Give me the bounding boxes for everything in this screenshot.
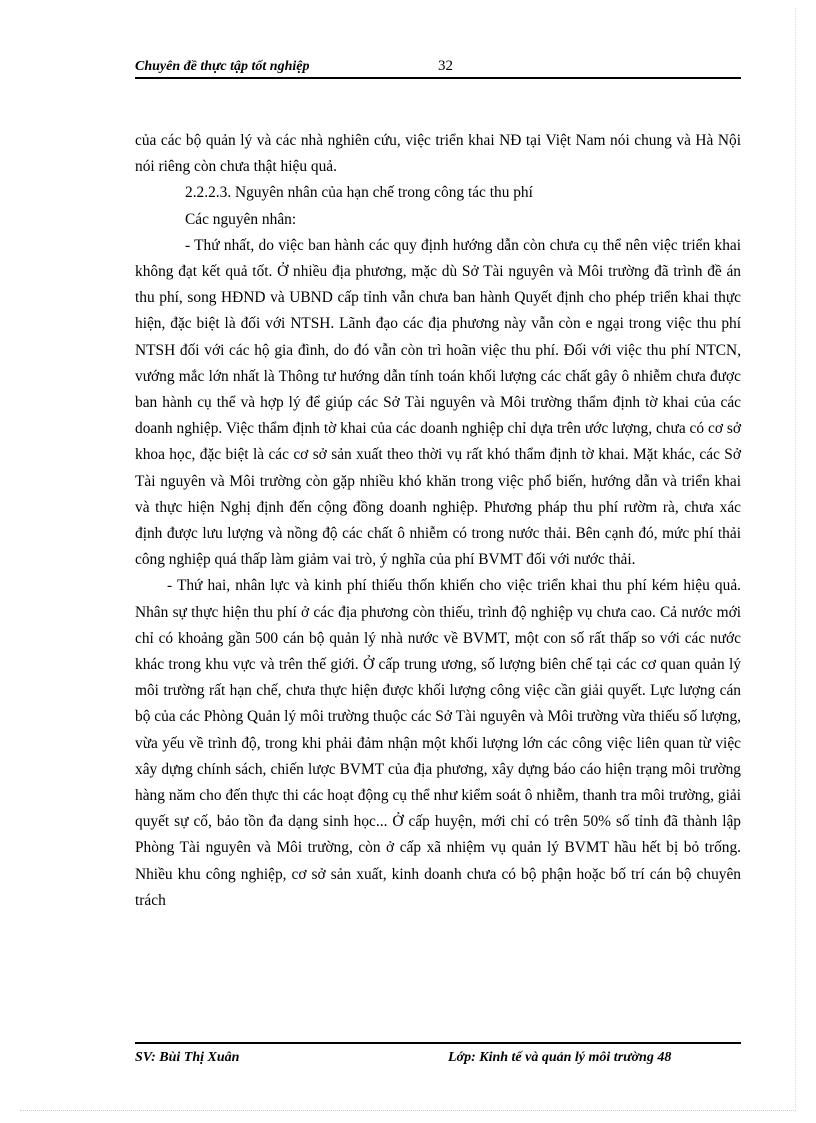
page-edge-bottom — [20, 1110, 796, 1111]
page-edge-right — [795, 8, 796, 1107]
paragraph-reason-2: - Thứ hai, nhân lực và kinh phí thiếu thốn khiến cho việc triển khai thu phí kém hiệu quả. Nhân sự thực hiện thu phí ở các địa phương còn thiếu, trình độ nghiệp vụ chưa cao. Cả nước mới chỉ có khoảng gần 500 cán bộ quản lý nhà nước về BVMT, một con số rất thấp so với các nước khác trong khu vực và trên thế giới. Ở cấp trung ương, số lượng biên chế tại các cơ quan quản lý môi trường rất hạn chế, chưa thực hiện được khối lượng công việc cần giải quyết. Lực lượng cán bộ của các Phòng Quản lý môi trường thuộc các Sở Tài nguyên và Môi trường vừa thiếu số lượng, vừa yếu về trình độ, trong khi phải đảm nhận một khối lượng lớn các công việc liên quan từ việc xây dựng chính sách, chiến lược BVMT của địa phương, xây dựng báo cáo hiện trạng môi trường hàng năm cho đến thực thi các hoạt động cụ thể như kiểm soát ô nhiễm, thanh tra môi trường, giải quyết sự cố, bảo tồn đa dạng sinh học... Ở cấp huyện, mới chỉ có trên 50% số tỉnh đã thành lập Phòng Tài nguyên và Môi trường, còn ở cấp xã nhiệm vụ quản lý BVMT hầu hết bị bỏ trống. Nhiều khu công nghiệp, cơ sở sản xuất, kinh doanh chưa có bộ phận hoặc bố trí cán bộ chuyên trách — [135, 577, 741, 909]
footer-student: SV: Bùi Thị Xuân — [135, 1050, 240, 1065]
paragraph-reason-1: - Thứ nhất, do việc ban hành các quy định hướng dẫn còn chưa cụ thể nên việc triển khai không đạt kết quả tốt. Ở nhiều địa phương, mặc dù Sở Tài nguyên và Môi trường đã trình đề án thu phí, song HĐND và UBND cấp tỉnh vẫn chưa ban hành Quyết định cho phép triển khai thực hiện, đặc biệt là đối với NTSH. Lãnh đạo các địa phương này vẫn còn e ngại trong việc thu phí NTSH đối với các hộ gia đình, do đó vẫn còn trì hoãn việc thu phí. Đối với việc thu phí NTCN, vướng mắc lớn nhất là Thông tư hướng dẫn tính toán khối lượng các chất gây ô nhiễm chưa được ban hành cụ thể và hợp lý để giúp các Sở Tài nguyên và Môi trường thẩm định tờ khai của các doanh nghiệp. Việc thẩm định tờ khai của các doanh nghiệp chỉ dựa trên ước lượng, chưa có cơ sở khoa học, đặc biệt là các cơ sở sản xuất theo thời vụ rất khó thẩm định tờ khai. Mặt khác, các Sở Tài nguyên và Môi trường còn gặp nhiều khó khăn trong việc phổ biến, hướng dẫn và triển khai và thực hiện Nghị định đến cộng đồng doanh nghiệp. Phương pháp thu phí rườm rà, chưa xác định được lưu lượng và nồng độ các chất ô nhiễm có trong nước thải. Bên cạnh đó, mức phí thải công nghiệp quá thấp làm giảm vai trò, ý nghĩa của phí BVMT đối với nước thải. — [135, 236, 741, 569]
paragraph-intro: Các nguyên nhân: — [185, 210, 297, 228]
paragraph-continuation: của các bộ quản lý và các nhà nghiên cứu, việc triển khai NĐ tại Việt Nam nói chung và Hà Nội nói riêng còn chưa thật hiệu quả. — [135, 132, 741, 176]
section-heading: 2.2.2.3. Nguyên nhân của hạn chế trong công tác thu phí — [185, 184, 533, 202]
page-footer — [135, 1042, 741, 1068]
page-number: 32 — [438, 58, 453, 74]
header-title: Chuyên đề thực tập tốt nghiệp — [135, 59, 310, 74]
page-header — [135, 55, 741, 79]
page-body — [135, 128, 741, 914]
footer-class: Lớp: Kinh tế và quản lý môi trường 48 — [448, 1050, 672, 1065]
